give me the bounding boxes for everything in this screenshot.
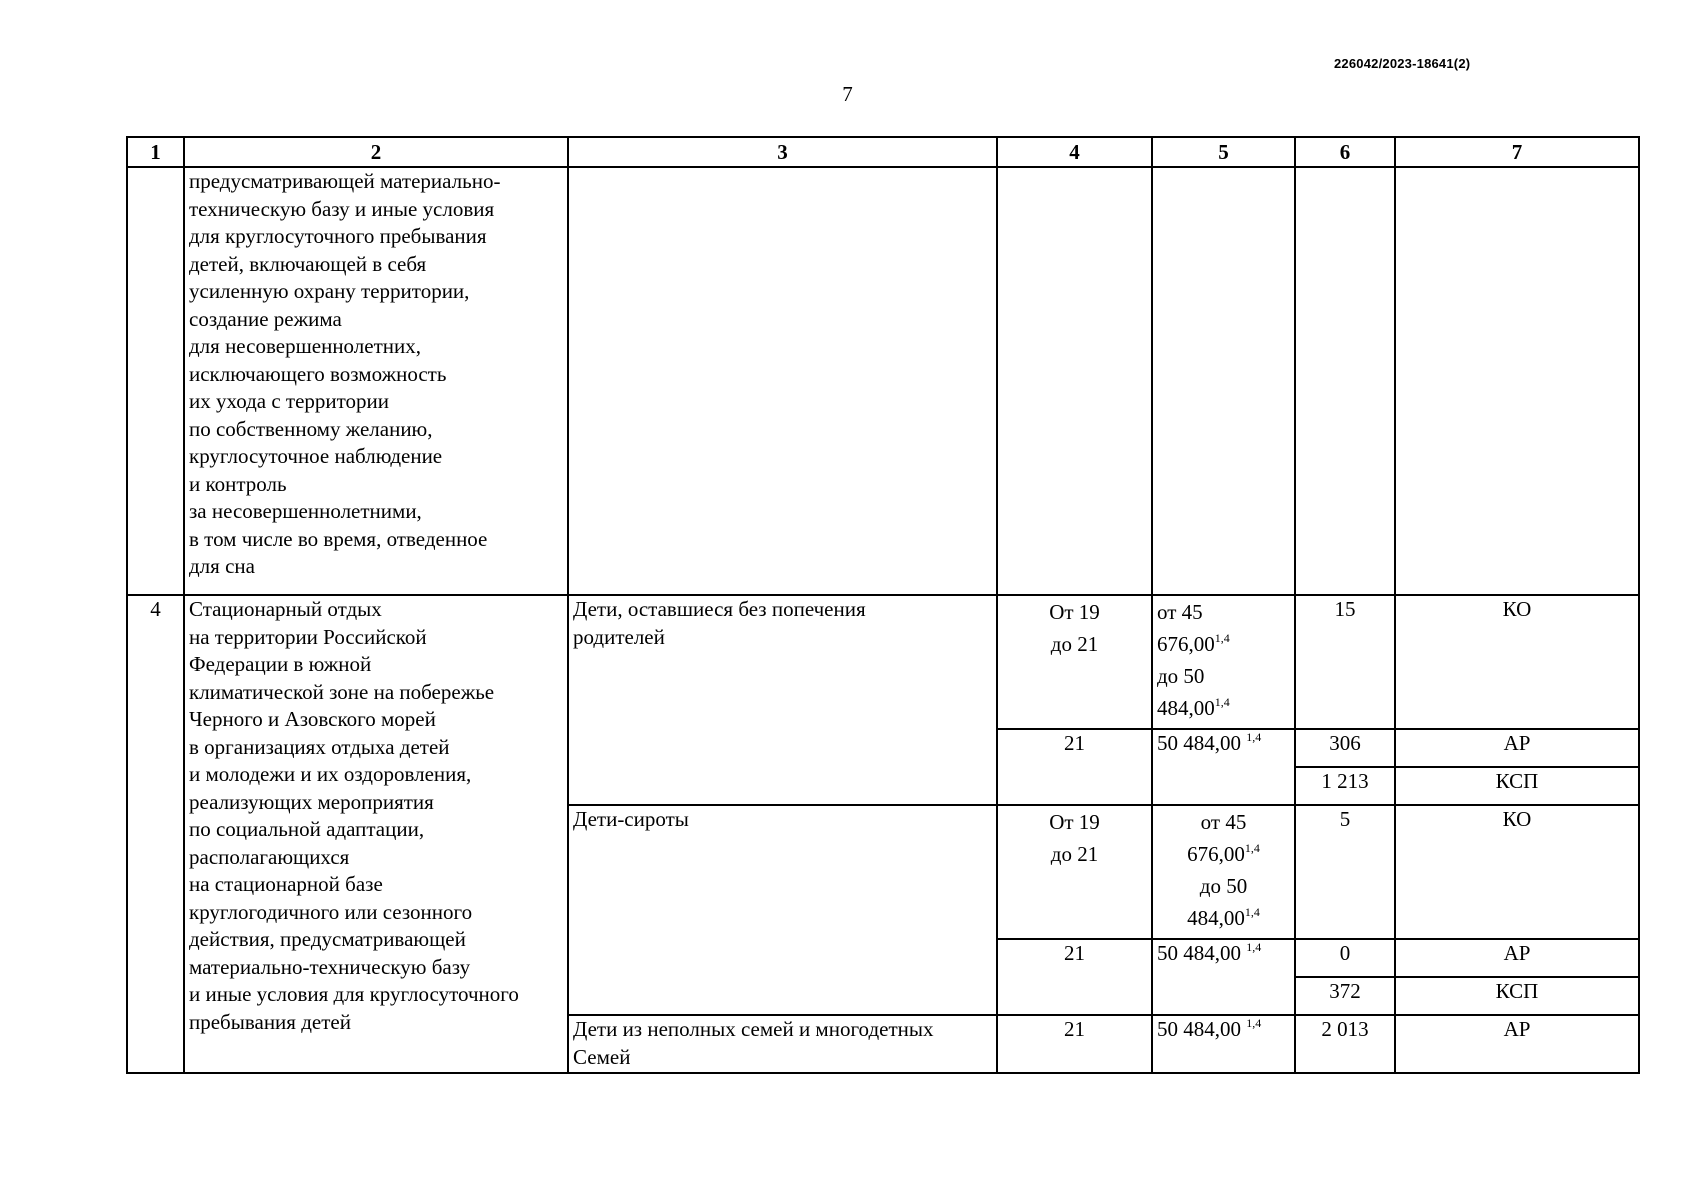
cell-source: АР <box>1395 1015 1639 1073</box>
col-header-2: 2 <box>184 137 568 167</box>
cell-row-number: 4 <box>127 595 184 1073</box>
days-line-1: От 19 <box>1049 810 1100 834</box>
price-line-3: до 50 <box>1199 874 1248 898</box>
footnote-ref: 1,4 <box>1246 730 1262 744</box>
price-line-4 <box>1157 692 1290 724</box>
price-line-4 <box>1157 902 1290 934</box>
price-line-3: до 50 <box>1157 664 1205 688</box>
col-header-1: 1 <box>127 137 184 167</box>
cell-source: КО <box>1395 805 1639 939</box>
footnote-ref: 1,4 <box>1246 1016 1262 1030</box>
cell-count: 15 <box>1295 595 1395 729</box>
col-header-5: 5 <box>1152 137 1295 167</box>
cell-source: АР <box>1395 729 1639 767</box>
cell-days: 21 <box>997 939 1152 1015</box>
cell-number-empty <box>127 167 184 595</box>
cell-source: КСП <box>1395 767 1639 805</box>
cell-count: 5 <box>1295 805 1395 939</box>
cell-price <box>1152 805 1295 939</box>
footnote-ref: 1,4 <box>1214 631 1230 645</box>
days-line-1: От 19 <box>1049 600 1100 624</box>
price-value: 50 484,00 <box>1157 731 1247 755</box>
page-number: 7 <box>842 82 853 106</box>
price-line-1: от 45 <box>1157 600 1203 624</box>
cell-days: 21 <box>997 729 1152 805</box>
days-line-2: до 21 <box>1050 842 1099 866</box>
footnote-ref: 1,4 <box>1246 940 1262 954</box>
cell-category: Дети-сироты <box>568 805 997 1015</box>
table-row <box>127 595 1639 729</box>
cell-count: 2 013 <box>1295 1015 1395 1073</box>
cell-source: КО <box>1395 595 1639 729</box>
cell-count: 0 <box>1295 939 1395 977</box>
data-table <box>126 136 1640 1074</box>
cell-price <box>1152 729 1295 805</box>
footnote-ref: 1,4 <box>1244 905 1260 919</box>
col-header-7: 7 <box>1395 137 1639 167</box>
cell-service-description: Стационарный отдых на территории Российской Федерации в южной климатической зоне на побережье Черного и Азовского морей в организациях отдыха детей и молодежи и их оздоровления, реализующих мероприятия по социальной адаптации, располагающихся на стационарной базе круглогодичного или сезонного действия, предусматривающей материально-техническую базу и иные условия для круглосуточного пребывания детей <box>184 595 568 1073</box>
cell-count: 306 <box>1295 729 1395 767</box>
cell-days: 21 <box>997 1015 1152 1073</box>
price-value: 484,00 <box>1157 696 1215 720</box>
cell-category-empty <box>568 167 997 595</box>
table-row-continuation <box>127 167 1639 595</box>
cell-days <box>997 805 1152 939</box>
footnote-ref: 1,4 <box>1244 841 1260 855</box>
price-value: 676,00 <box>1157 632 1215 656</box>
price-line-2 <box>1157 628 1290 660</box>
price-line-1: от 45 <box>1200 810 1247 834</box>
header-row <box>127 137 1639 167</box>
price-value: 676,00 <box>1187 842 1245 866</box>
price-value: 484,00 <box>1187 906 1245 930</box>
cell-source: КСП <box>1395 977 1639 1015</box>
cell-count-empty <box>1295 167 1395 595</box>
col-header-3: 3 <box>568 137 997 167</box>
price-line-2 <box>1157 838 1290 870</box>
days-line-2: до 21 <box>1050 632 1099 656</box>
cell-service-continuation: предусматривающей материально- техническую базу и иные условия для круглосуточного пребывания детей, включающей в себя усиленную охрану территории, создание режима для несовершеннолетних, исключающего возможность их ухода с территории по собственному желанию, круглосуточное наблюдение и контроль за несовершеннолетними, в том числе во время, отведенное для сна <box>184 167 568 595</box>
cell-count: 1 213 <box>1295 767 1395 805</box>
price-value: 50 484,00 <box>1157 1017 1247 1041</box>
col-header-6: 6 <box>1295 137 1395 167</box>
price-value: 50 484,00 <box>1157 941 1247 965</box>
cell-source: АР <box>1395 939 1639 977</box>
cell-days <box>997 595 1152 729</box>
cell-days-empty <box>997 167 1152 595</box>
col-header-4: 4 <box>997 137 1152 167</box>
cell-price <box>1152 939 1295 1015</box>
cell-price <box>1152 1015 1295 1073</box>
cell-source-empty <box>1395 167 1639 595</box>
cell-count: 372 <box>1295 977 1395 1015</box>
cell-category: Дети из неполных семей и многодетных Семей <box>568 1015 997 1073</box>
cell-price-empty <box>1152 167 1295 595</box>
document-code: 226042/2023-18641(2) <box>1334 56 1471 71</box>
cell-category: Дети, оставшиеся без попечения родителей <box>568 595 997 805</box>
cell-price <box>1152 595 1295 729</box>
footnote-ref: 1,4 <box>1214 695 1230 709</box>
